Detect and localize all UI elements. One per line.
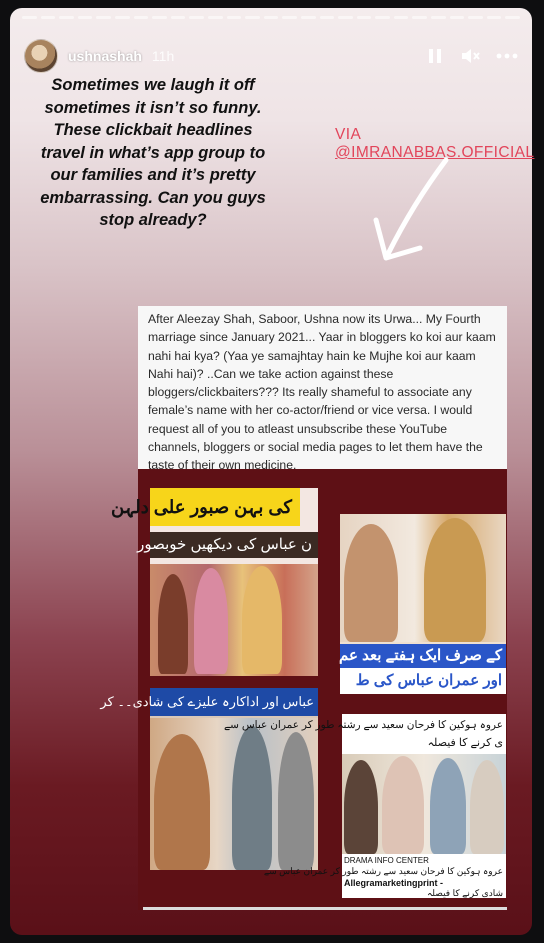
thumbnail-3-headline: عباس اور اداکارہ علیزے کی شادی۔۔ کر <box>150 688 318 716</box>
progress-segment <box>189 16 204 19</box>
post-time: 11h <box>151 48 175 64</box>
person-figure <box>430 758 466 854</box>
thumbnail-2 <box>340 514 506 694</box>
post-text-panel <box>138 306 507 473</box>
progress-segment <box>41 16 56 19</box>
progress-segment <box>171 16 186 19</box>
thumbnail-2-photo <box>340 514 506 642</box>
progress-segment <box>115 16 130 19</box>
thumbnail-4-photo <box>342 754 506 854</box>
thumbnail-4-source: DRAMA INFO CENTER <box>344 856 429 865</box>
story-caption: Sometimes we laugh it off sometimes it isn’t so funny. These clickbait headlines travel in what’s app group to our families and it’s pretty embarrassing. Can you guys stop already? <box>40 76 266 229</box>
person-figure <box>344 524 398 642</box>
person-figure <box>382 756 424 854</box>
progress-segment <box>431 16 446 19</box>
thumbnail-4-headline-1: عروہ ہوکین کا فرحان سعید سے رشتہ طور کر عمران عباس سے <box>223 719 503 731</box>
progress-segment <box>375 16 390 19</box>
person-figure <box>232 726 272 870</box>
more-icon[interactable] <box>496 45 518 67</box>
progress-segment <box>301 16 316 19</box>
progress-segment <box>152 16 167 19</box>
progress-segment <box>394 16 409 19</box>
progress-segment <box>450 16 465 19</box>
person-figure <box>154 734 210 870</box>
post-body: After Aleezay Shah, Saboor, Ushna now its Urwa... My Fourth marriage since January 2021... Yaar in bloggers ko koi aur kaam nahi hai kya? (Yaa ye samajhtay hain ke Mujhe koi aur kaam Nahi hai)? ..Can we take action against these bloggers/clickbaiters??? Its really shameful to associate any female’s name with her co-actor/friend or vice versa. I would request all of you to atleast unsubscribe these YouTube channels, bloggers or social media pages to let them have the taste of their own medicine. <box>148 312 496 473</box>
thumbnail-2-headline-2: اور عمران عباس کی ط <box>340 668 506 694</box>
username[interactable]: ushnashah <box>68 48 142 64</box>
thumbnail-3-photo <box>150 718 318 870</box>
thumbnail-1 <box>111 488 318 676</box>
person-figure <box>424 518 486 642</box>
thumbnail-4-headline-2: ی کرنے کا فیصلہ <box>427 737 503 749</box>
progress-segment <box>96 16 111 19</box>
progress-segment <box>357 16 372 19</box>
progress-segment <box>505 16 520 19</box>
thumbnail-4-caption-2: شادی کرنے کا فیصلہ <box>427 888 503 898</box>
story-controls <box>424 45 518 67</box>
person-figure <box>158 574 188 674</box>
progress-segment <box>412 16 427 19</box>
progress-segment <box>468 16 483 19</box>
person-figure <box>344 760 378 854</box>
progress-segment <box>208 16 223 19</box>
progress-segment <box>134 16 149 19</box>
progress-segment <box>227 16 242 19</box>
person-figure <box>194 568 228 674</box>
thumbnail-4-watermark: Allegramarketingprint - <box>344 878 444 888</box>
thumbnail-2-headline-1: کے صرف ایک ہفتے بعد عم <box>340 644 506 668</box>
thumbnail-4-caption: عروہ ہوکین کا فرحان سعید سے رشتہ طور کر عمران عباس سے <box>263 866 503 876</box>
arrow-sticker-icon <box>368 154 458 274</box>
story-frame <box>10 8 535 935</box>
story-header <box>24 40 518 72</box>
person-figure <box>470 760 504 854</box>
progress-segment <box>282 16 297 19</box>
pause-icon[interactable] <box>424 45 446 67</box>
mention-link[interactable]: @IMRANABBAS.OFFICIAL <box>335 144 535 161</box>
person-figure <box>278 732 314 870</box>
shared-post-screenshot <box>100 306 507 910</box>
progress-segment <box>320 16 335 19</box>
progress-segment <box>78 16 93 19</box>
progress-segment <box>245 16 260 19</box>
thumbnail-1-headline: ن عباس کی دیکھیں خوبصور <box>150 532 318 558</box>
progress-segment <box>264 16 279 19</box>
person-figure <box>242 566 282 674</box>
progress-segment <box>22 16 37 19</box>
post-bottom-divider <box>143 907 507 910</box>
via-prefix: VIA <box>335 126 361 143</box>
mute-icon[interactable] <box>460 45 482 67</box>
story-progress-bar <box>22 16 520 19</box>
progress-segment <box>487 16 502 19</box>
thumbnail-1-banner: کی بہن صبور علی دلہن <box>150 488 300 526</box>
thumbnail-4 <box>223 714 506 898</box>
progress-segment <box>338 16 353 19</box>
avatar[interactable] <box>24 39 58 73</box>
progress-segment <box>59 16 74 19</box>
thumbnail-1-photo <box>150 564 318 676</box>
